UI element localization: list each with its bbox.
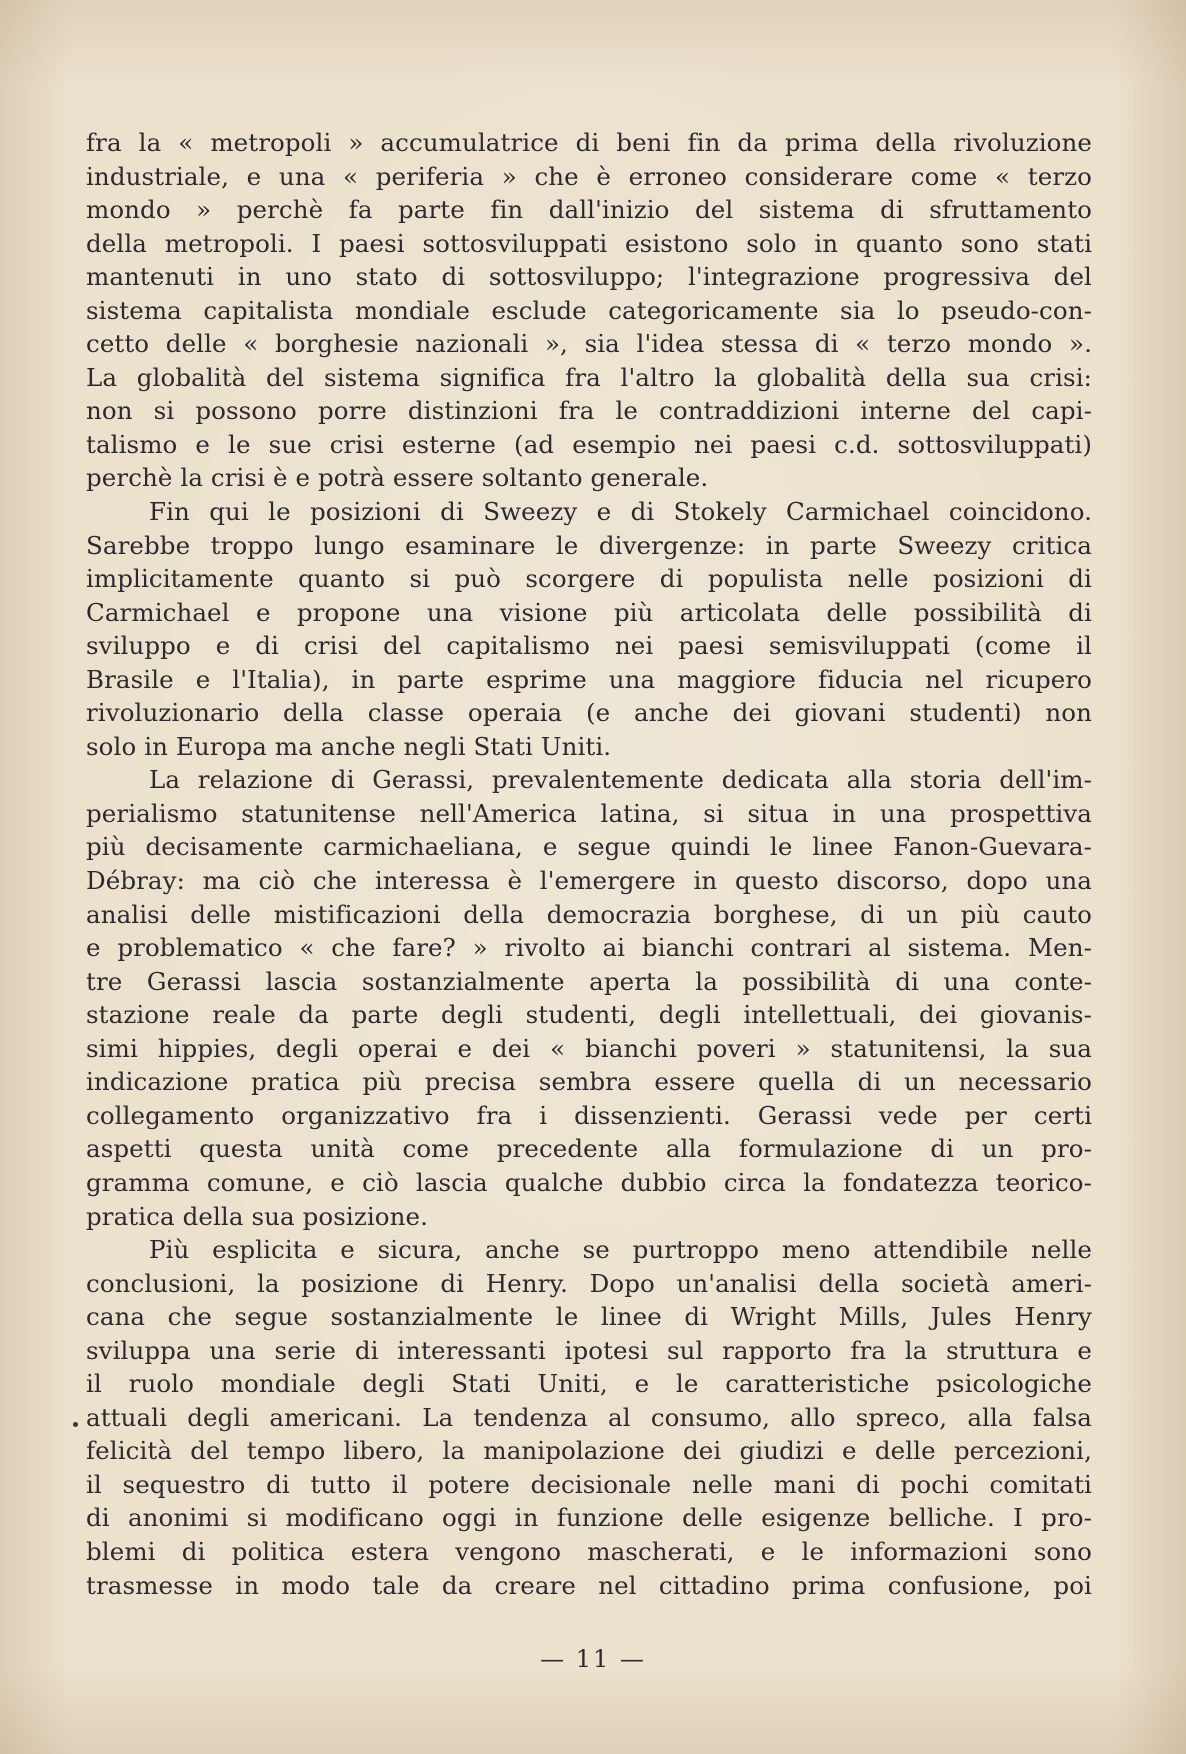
text-line: stazione reale da parte degli studenti, degli intellettuali, dei giovanis- <box>86 1000 1092 1030</box>
body-text <box>86 126 1092 1602</box>
text-line: Débray: ma ciò che interessa è l'emergere in questo discorso, dopo una <box>86 866 1092 896</box>
text-line: Sarebbe troppo lungo esaminare le divergenze: in parte Sweezy critica <box>86 530 1092 560</box>
text-line: attuali degli americani. La tendenza al consumo, allo spreco, alla falsa <box>86 1402 1092 1432</box>
text-line: sviluppo e di crisi del capitalismo nei paesi semisviluppati (come il <box>86 631 1092 661</box>
paragraph-end-line: solo in Europa ma anche negli Stati Uniti. <box>86 731 612 761</box>
text-line: sistema capitalista mondiale esclude categoricamente sia lo pseudo-con- <box>86 295 1092 325</box>
text-line: indicazione pratica più precisa sembra essere quella di un necessario <box>86 1067 1092 1097</box>
page-number: — 11 — <box>540 1645 646 1673</box>
margin-dot <box>73 1422 78 1427</box>
text-line: talismo e le sue crisi esterne (ad esempio nei paesi c.d. sottosviluppati) <box>86 429 1092 459</box>
paragraph-end-line: perchè la crisi è e potrà essere soltanto generale. <box>86 463 709 493</box>
text-line: Carmichael e propone una visione più articolata delle possibilità di <box>86 597 1092 627</box>
paragraph-start-line: Fin qui le posizioni di Sweezy e di Stokely Carmichael coincidono. <box>149 497 1092 527</box>
text-line: non si possono porre distinzioni fra le contraddizioni interne del capi- <box>86 396 1092 426</box>
text-line: trasmesse in modo tale da creare nel cittadino prima confusione, poi <box>86 1570 1092 1600</box>
text-line: della metropoli. I paesi sottosviluppati esistono solo in quanto sono stati <box>86 228 1092 258</box>
text-line: simi hippies, degli operai e dei « bianchi poveri » statunitensi, la sua <box>86 1033 1092 1063</box>
text-line: il ruolo mondiale degli Stati Uniti, e le caratteristiche psicologiche <box>86 1369 1092 1399</box>
paragraph-start-line: Più esplicita e sicura, anche se purtroppo meno attendibile nelle <box>149 1235 1092 1265</box>
text-line: gramma comune, e ciò lascia qualche dubbio circa la fondatezza teorico- <box>86 1167 1092 1197</box>
text-line: mantenuti in uno stato di sottosviluppo; l'integrazione progressiva del <box>86 262 1092 292</box>
text-line: sviluppa una serie di interessanti ipotesi sul rapporto fra la struttura e <box>86 1335 1092 1365</box>
text-line: La globalità del sistema significa fra l'altro la globalità della sua crisi: <box>86 362 1092 392</box>
text-line: fra la « metropoli » accumulatrice di beni fin da prima della rivoluzione <box>86 128 1092 157</box>
text-line: rivoluzionario della classe operaia (e anche dei giovani studenti) non <box>86 698 1092 728</box>
text-line: perialismo statunitense nell'America latina, si situa in una prospettiva <box>86 798 1092 828</box>
paragraph-end-line: pratica della sua posizione. <box>86 1201 428 1231</box>
text-line: Brasile e l'Italia), in parte esprime una maggiore fiducia nel ricupero <box>86 664 1092 694</box>
text-line: cetto delle « borghesie nazionali », sia l'idea stessa di « terzo mondo ». <box>86 329 1092 359</box>
text-line: aspetti questa unità come precedente alla formulazione di un pro- <box>86 1134 1092 1164</box>
paragraph-start-line: La relazione di Gerassi, prevalentemente dedicata alla storia dell'im- <box>149 765 1092 795</box>
text-line: analisi delle mistificazioni della democrazia borghese, di un più cauto <box>86 899 1092 929</box>
text-line: di anonimi si modificano oggi in funzione delle esigenze belliche. I pro- <box>86 1503 1092 1533</box>
text-line: mondo » perchè fa parte fin dall'inizio del sistema di sfruttamento <box>86 195 1092 225</box>
text-line: felicità del tempo libero, la manipolazione dei giudizi e delle percezioni, <box>86 1436 1092 1466</box>
text-line: cana che segue sostanzialmente le linee di Wright Mills, Jules Henry <box>86 1302 1092 1332</box>
text-line: più decisamente carmichaeliana, e segue quindi le linee Fanon-Guevara- <box>86 832 1092 862</box>
text-line: conclusioni, la posizione di Henry. Dopo un'analisi della società ameri- <box>86 1268 1092 1298</box>
text-line: implicitamente quanto si può scorgere di populista nelle posizioni di <box>86 564 1092 594</box>
text-line: blemi di politica estera vengono mascherati, e le informazioni sono <box>86 1536 1092 1566</box>
text-line: il sequestro di tutto il potere decisionale nelle mani di pochi comitati <box>86 1469 1092 1499</box>
text-line: industriale, e una « periferia » che è erroneo considerare come « terzo <box>86 161 1092 191</box>
text-line: collegamento organizzativo fra i dissenzienti. Gerassi vede per certi <box>86 1100 1092 1130</box>
text-line: tre Gerassi lascia sostanzialmente aperta la possibilità di una conte- <box>86 966 1092 996</box>
text-line: e problematico « che fare? » rivolto ai bianchi contrari al sistema. Men- <box>86 933 1092 963</box>
